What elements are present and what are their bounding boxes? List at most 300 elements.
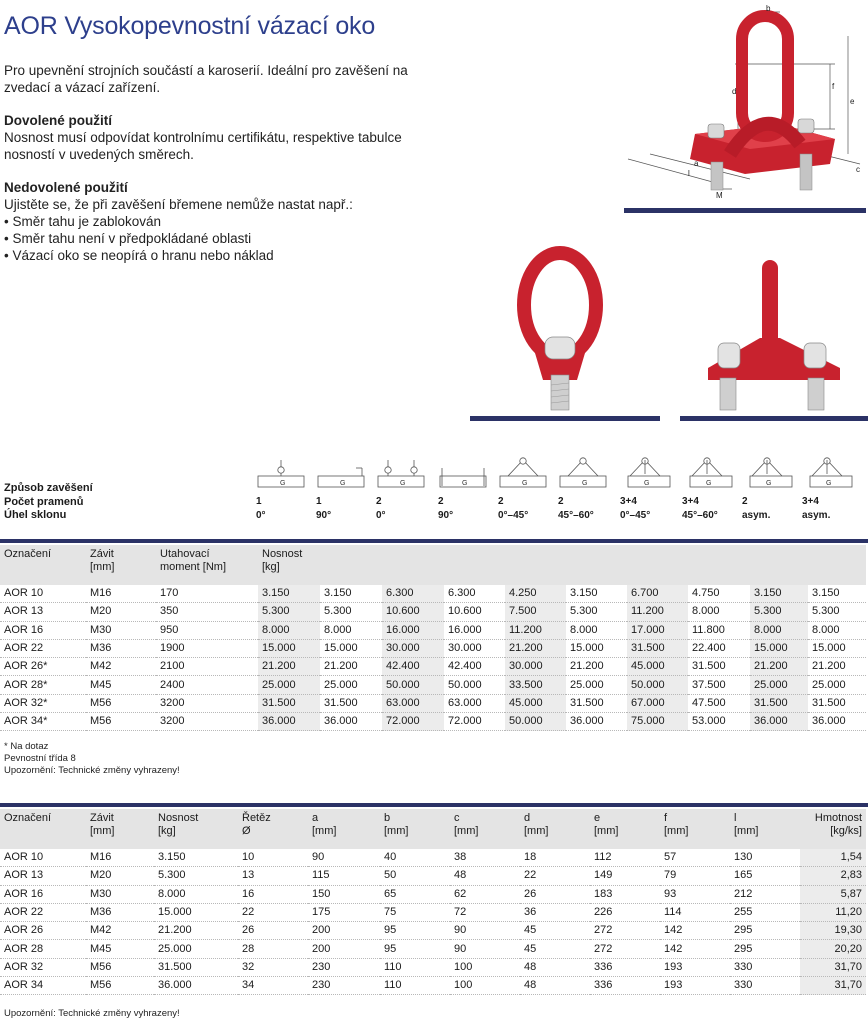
col-header: Nosnost [kg] xyxy=(158,812,199,837)
table-cell: 6.700 xyxy=(627,585,688,603)
angle-value: 45°–60° xyxy=(682,509,718,521)
strand-count: 3+4 xyxy=(620,496,637,507)
dimension-label-b: b xyxy=(766,4,771,13)
product-photo-front xyxy=(505,245,615,415)
table-cell: 11,20 xyxy=(800,903,866,921)
table-cell: 48 xyxy=(520,958,590,976)
table-cell: 31.500 xyxy=(154,958,238,976)
table-cell: 15.000 xyxy=(566,639,627,657)
svg-text:G: G xyxy=(522,480,528,487)
table-cell: 230 xyxy=(308,958,380,976)
table-cell: 31.500 xyxy=(566,694,627,712)
table-cell: AOR 32* xyxy=(0,694,86,712)
load-mode-column xyxy=(620,456,680,522)
table-row xyxy=(0,694,866,712)
table-header-row xyxy=(0,809,866,849)
table-cell: 75.000 xyxy=(627,713,688,731)
table-cell: 15.000 xyxy=(258,639,320,657)
dimension-label-a: a xyxy=(694,159,699,168)
angle-value: 45°–60° xyxy=(558,509,594,521)
svg-text:G: G xyxy=(826,480,832,487)
table-cell: 272 xyxy=(590,940,660,958)
table-cell: 31,70 xyxy=(800,977,866,995)
table-cell: 65 xyxy=(380,885,450,903)
table-cell: 21.200 xyxy=(750,658,808,676)
dimension-label-e: e xyxy=(850,97,855,106)
strand-count: 1 xyxy=(256,496,262,507)
table-cell: 25.000 xyxy=(808,676,866,694)
table-cell: 36.000 xyxy=(808,713,866,731)
strand-count-label: Počet pramenů xyxy=(4,495,84,508)
table-cell: 255 xyxy=(730,903,800,921)
table-cell: M16 xyxy=(86,849,154,867)
strand-count: 2 xyxy=(558,496,564,507)
load-mode-row-labels xyxy=(4,482,93,523)
table-cell: 100 xyxy=(450,977,520,995)
table-row xyxy=(0,977,866,995)
table-cell: 114 xyxy=(660,903,730,921)
table-cell: M56 xyxy=(86,977,154,995)
table-cell: 25.000 xyxy=(258,676,320,694)
table-cell: 8.000 xyxy=(750,621,808,639)
table-cell: AOR 13 xyxy=(0,867,86,885)
table-cell: M45 xyxy=(86,676,156,694)
table-cell: 47.500 xyxy=(688,694,750,712)
table-cell: M56 xyxy=(86,713,156,731)
table-cell: AOR 34* xyxy=(0,713,86,731)
table-cell: 15.000 xyxy=(320,639,382,657)
svg-text:G: G xyxy=(582,480,588,487)
page-title: AOR Vysokopevnostní vázací oko xyxy=(4,12,376,40)
strand-count: 3+4 xyxy=(802,496,819,507)
table-cell: 3.150 xyxy=(566,585,627,603)
table-cell: 2,83 xyxy=(800,867,866,885)
col-header: f [mm] xyxy=(664,812,689,837)
load-mode-diagram xyxy=(376,456,434,492)
table-cell: 6.300 xyxy=(382,585,444,603)
table-cell: 45 xyxy=(520,922,590,940)
divider-bar xyxy=(680,416,868,421)
table-cell: 42.400 xyxy=(382,658,444,676)
table-cell: 31.500 xyxy=(258,694,320,712)
table-cell: 230 xyxy=(308,977,380,995)
table-cell: 22 xyxy=(520,867,590,885)
table-row xyxy=(0,922,866,940)
table-cell: 4.750 xyxy=(688,585,750,603)
load-mode-column xyxy=(256,456,316,522)
allowed-use-heading: Dovolené použití xyxy=(4,113,112,128)
table-cell: 36.000 xyxy=(154,977,238,995)
table-cell: 45.000 xyxy=(505,694,566,712)
table-cell: 3.150 xyxy=(750,585,808,603)
table-cell: 150 xyxy=(308,885,380,903)
table-row xyxy=(0,639,866,657)
load-mode-values xyxy=(802,495,862,522)
table-cell: 19,30 xyxy=(800,922,866,940)
table2-notes xyxy=(4,1008,180,1020)
table-cell: 5,87 xyxy=(800,885,866,903)
table-cell: 17.000 xyxy=(627,621,688,639)
dimensions-table xyxy=(0,809,866,995)
table-cell: 10.600 xyxy=(382,603,444,621)
table-cell: 5.300 xyxy=(566,603,627,621)
col-header: Označení xyxy=(4,812,52,824)
table-cell: 8.000 xyxy=(566,621,627,639)
col-header-capacity: Nosnost [kg] xyxy=(262,548,303,573)
table-cell: 142 xyxy=(660,940,730,958)
table-cell: 72 xyxy=(450,903,520,921)
angle-value: 90° xyxy=(316,509,332,521)
table-cell: 15.000 xyxy=(808,639,866,657)
table-row xyxy=(0,713,866,731)
table-cell: 36.000 xyxy=(566,713,627,731)
table-cell: 1,54 xyxy=(800,849,866,867)
table-cell: 31,70 xyxy=(800,958,866,976)
load-mode-values xyxy=(558,495,618,522)
table-row xyxy=(0,885,866,903)
load-mode-label: Způsob zavěšení xyxy=(4,482,93,494)
table-cell: 32 xyxy=(238,958,308,976)
allowed-use-text: Nosnost musí odpovídat kontrolnímu certifikátu, respektive tabulce nosností v uvedených směrech. xyxy=(4,130,402,162)
table-cell: 5.300 xyxy=(258,603,320,621)
table-cell: 212 xyxy=(730,885,800,903)
load-mode-values xyxy=(376,495,436,522)
load-mode-diagram xyxy=(438,456,496,492)
table-cell: 193 xyxy=(660,977,730,995)
divider-bar xyxy=(624,208,866,213)
table-cell: AOR 28 xyxy=(0,940,86,958)
angle-value: 0° xyxy=(256,509,266,521)
table-cell: 53.000 xyxy=(688,713,750,731)
table-cell: 115 xyxy=(308,867,380,885)
table-cell: 3.150 xyxy=(154,849,238,867)
load-mode-column xyxy=(498,456,558,522)
table-cell: 11.800 xyxy=(688,621,750,639)
table-cell: 93 xyxy=(660,885,730,903)
table-cell: 31.500 xyxy=(627,639,688,657)
table-cell: 79 xyxy=(660,867,730,885)
table-cell: 62 xyxy=(450,885,520,903)
table-cell: 330 xyxy=(730,958,800,976)
list-item: • Směr tahu je zablokován xyxy=(4,213,424,230)
table-cell: AOR 34 xyxy=(0,977,86,995)
table-cell: AOR 16 xyxy=(0,621,86,639)
table-cell: 8.000 xyxy=(320,621,382,639)
table-cell: 21.200 xyxy=(808,658,866,676)
table-cell: 110 xyxy=(380,958,450,976)
svg-text:G: G xyxy=(706,480,712,487)
table-row xyxy=(0,849,866,867)
table-cell: 8.000 xyxy=(154,885,238,903)
table-cell: 175 xyxy=(308,903,380,921)
table-cell: 295 xyxy=(730,940,800,958)
table-cell: 21.200 xyxy=(154,922,238,940)
table-cell: 2400 xyxy=(156,676,258,694)
table-cell: 72.000 xyxy=(382,713,444,731)
load-mode-column xyxy=(802,456,862,522)
table-cell: 4.250 xyxy=(505,585,566,603)
table-cell: 193 xyxy=(660,958,730,976)
dimension-label-d: d xyxy=(732,87,737,96)
table-cell: 50.000 xyxy=(444,676,505,694)
load-mode-values xyxy=(256,495,316,522)
table-cell: 50 xyxy=(380,867,450,885)
forbidden-use-text: Ujistěte se, že při zavěšení břemene nemůže nastat např.: xyxy=(4,197,353,212)
table-cell: 36 xyxy=(520,903,590,921)
table-cell: 5.300 xyxy=(154,867,238,885)
table-cell: 57 xyxy=(660,849,730,867)
table-cell: 272 xyxy=(590,922,660,940)
load-mode-values xyxy=(438,495,498,522)
table-cell: AOR 32 xyxy=(0,958,86,976)
angle-value: asym. xyxy=(802,509,831,521)
strand-count: 3+4 xyxy=(682,496,699,507)
col-header: Hmotnost [kg/ks] xyxy=(814,812,862,837)
table-cell: 3200 xyxy=(156,694,258,712)
strand-count: 2 xyxy=(498,496,504,507)
table-row xyxy=(0,603,866,621)
load-mode-values xyxy=(498,495,558,522)
table-cell: 950 xyxy=(156,621,258,639)
table-cell: 5.300 xyxy=(808,603,866,621)
table-cell: 45 xyxy=(520,940,590,958)
table-cell: 63.000 xyxy=(382,694,444,712)
col-header: b [mm] xyxy=(384,812,409,837)
table-cell: 200 xyxy=(308,940,380,958)
table-cell: 5.300 xyxy=(750,603,808,621)
table-cell: 8.000 xyxy=(688,603,750,621)
table-cell: 16 xyxy=(238,885,308,903)
table-cell: 165 xyxy=(730,867,800,885)
load-mode-diagram xyxy=(498,456,556,492)
note: Upozornění: Technické změny vyhrazeny! xyxy=(4,765,180,776)
product-description: Pro upevnění strojních součástí a karoserií. Ideální pro zavěšení na zvedací a vázací zařízení. xyxy=(4,63,408,95)
table-cell: 112 xyxy=(590,849,660,867)
table-cell: 11.200 xyxy=(627,603,688,621)
table-cell: 22.400 xyxy=(688,639,750,657)
table-cell: 149 xyxy=(590,867,660,885)
load-mode-column xyxy=(558,456,618,522)
table-cell: AOR 26* xyxy=(0,658,86,676)
table-cell: AOR 22 xyxy=(0,903,86,921)
table-cell: 226 xyxy=(590,903,660,921)
dimension-label-f: f xyxy=(832,82,835,91)
angle-value: 0°–45° xyxy=(498,509,529,521)
load-mode-column xyxy=(438,456,498,522)
table-cell: 36.000 xyxy=(258,713,320,731)
angle-value: 0° xyxy=(376,509,386,521)
note: * Na dotaz xyxy=(4,741,49,752)
table-cell: 330 xyxy=(730,977,800,995)
table-cell: M30 xyxy=(86,621,156,639)
table-cell: 50.000 xyxy=(505,713,566,731)
load-mode-diagram xyxy=(256,456,314,492)
table-cell: 31.500 xyxy=(750,694,808,712)
table-cell: 31.500 xyxy=(808,694,866,712)
note: Pevnostní třída 8 xyxy=(4,753,76,764)
table-cell: 15.000 xyxy=(154,903,238,921)
table-cell: 21.200 xyxy=(320,658,382,676)
table-row xyxy=(0,676,866,694)
col-header-designation: Označení xyxy=(4,548,52,560)
table-cell: 3.150 xyxy=(258,585,320,603)
table-cell: M56 xyxy=(86,694,156,712)
table-cell: 26 xyxy=(520,885,590,903)
table-cell: 28 xyxy=(238,940,308,958)
table-cell: 30.000 xyxy=(382,639,444,657)
table-cell: 6.300 xyxy=(444,585,505,603)
dimension-label-l: l xyxy=(688,169,690,178)
table-cell: 8.000 xyxy=(258,621,320,639)
angle-label: Úhel sklonu xyxy=(4,509,67,521)
table-row xyxy=(0,867,866,885)
svg-text:G: G xyxy=(280,480,286,487)
table-cell: 34 xyxy=(238,977,308,995)
table-cell: 37.500 xyxy=(688,676,750,694)
table-cell: 38 xyxy=(450,849,520,867)
table-cell: 21.200 xyxy=(505,639,566,657)
table-cell: 67.000 xyxy=(627,694,688,712)
load-mode-column xyxy=(376,456,436,522)
table-cell: 295 xyxy=(730,922,800,940)
table-cell: 26 xyxy=(238,922,308,940)
table-cell: 16.000 xyxy=(382,621,444,639)
load-modes-header xyxy=(0,456,868,536)
table-cell: 3.150 xyxy=(808,585,866,603)
dimension-label-c: c xyxy=(856,165,860,174)
forbidden-use-heading: Nedovolené použití xyxy=(4,180,128,195)
table-cell: 45.000 xyxy=(627,658,688,676)
table-cell: AOR 16 xyxy=(0,885,86,903)
divider-bar xyxy=(0,803,868,807)
table-cell: 200 xyxy=(308,922,380,940)
strand-count: 2 xyxy=(438,496,444,507)
table-cell: 42.400 xyxy=(444,658,505,676)
table-cell: 90 xyxy=(308,849,380,867)
table-cell: 336 xyxy=(590,977,660,995)
table-cell: 36.000 xyxy=(320,713,382,731)
table-cell: M56 xyxy=(86,958,154,976)
load-mode-diagram xyxy=(682,456,740,492)
col-header: Závit [mm] xyxy=(90,812,115,837)
table-cell: 63.000 xyxy=(444,694,505,712)
svg-text:G: G xyxy=(462,480,468,487)
table-cell: 90 xyxy=(450,922,520,940)
svg-text:G: G xyxy=(644,480,650,487)
table-cell: 95 xyxy=(380,940,450,958)
table-cell: 95 xyxy=(380,922,450,940)
table-cell: 13 xyxy=(238,867,308,885)
table-cell: AOR 10 xyxy=(0,585,86,603)
load-mode-column xyxy=(742,456,802,522)
table-cell: M36 xyxy=(86,903,154,921)
table1-notes xyxy=(4,741,180,777)
table-cell: M42 xyxy=(86,658,156,676)
load-mode-diagram xyxy=(742,456,800,492)
table-cell: 7.500 xyxy=(505,603,566,621)
table-cell: 3.150 xyxy=(320,585,382,603)
table-cell: 3200 xyxy=(156,713,258,731)
load-mode-values xyxy=(682,495,742,522)
table-cell: 100 xyxy=(450,958,520,976)
table-row xyxy=(0,621,866,639)
col-header-torque: Utahovací moment [Nm] xyxy=(160,548,227,573)
table-cell: M20 xyxy=(86,603,156,621)
table-cell: 40 xyxy=(380,849,450,867)
table-cell: M30 xyxy=(86,885,154,903)
load-mode-values xyxy=(742,495,802,522)
table-cell: AOR 10 xyxy=(0,849,86,867)
table-cell: 31.500 xyxy=(688,658,750,676)
strand-count: 2 xyxy=(376,496,382,507)
table-cell: 48 xyxy=(520,977,590,995)
table-cell: 15.000 xyxy=(750,639,808,657)
table-cell: 20,20 xyxy=(800,940,866,958)
load-mode-diagram xyxy=(620,456,678,492)
table-cell: 30.000 xyxy=(505,658,566,676)
table-cell: 90 xyxy=(450,940,520,958)
load-mode-values xyxy=(316,495,376,522)
table-cell: 350 xyxy=(156,603,258,621)
table-cell: AOR 13 xyxy=(0,603,86,621)
table-cell: 10 xyxy=(238,849,308,867)
col-header-thread: Závit [mm] xyxy=(90,548,115,573)
dimension-label-m: M xyxy=(716,191,723,200)
load-mode-values xyxy=(620,495,680,522)
list-item: • Směr tahu není v předpokládané oblasti xyxy=(4,230,424,247)
angle-value: 90° xyxy=(438,509,454,521)
table-cell: 170 xyxy=(156,585,258,603)
angle-value: 0°–45° xyxy=(620,509,651,521)
col-header: a [mm] xyxy=(312,812,337,837)
table-row xyxy=(0,958,866,976)
table-cell: 5.300 xyxy=(320,603,382,621)
load-mode-column xyxy=(682,456,742,522)
table-cell: 21.200 xyxy=(566,658,627,676)
strand-count: 1 xyxy=(316,496,322,507)
angle-value: asym. xyxy=(742,509,771,521)
col-header: l [mm] xyxy=(734,812,759,837)
table-row xyxy=(0,585,866,603)
strand-count: 2 xyxy=(742,496,748,507)
table-cell: 50.000 xyxy=(627,676,688,694)
table-cell: 50.000 xyxy=(382,676,444,694)
table-cell: 25.000 xyxy=(750,676,808,694)
table-cell: 72.000 xyxy=(444,713,505,731)
load-mode-diagram xyxy=(802,456,860,492)
load-mode-diagram xyxy=(558,456,616,492)
table-cell: 25.000 xyxy=(566,676,627,694)
svg-text:G: G xyxy=(400,480,406,487)
table-cell: 336 xyxy=(590,958,660,976)
table-cell: 10.600 xyxy=(444,603,505,621)
table-cell: 16.000 xyxy=(444,621,505,639)
col-header: c [mm] xyxy=(454,812,479,837)
col-header: d [mm] xyxy=(524,812,549,837)
table-cell: 2100 xyxy=(156,658,258,676)
divider-bar xyxy=(470,416,660,421)
table-cell: AOR 28* xyxy=(0,676,86,694)
product-photo-side xyxy=(700,258,850,413)
table-cell: 110 xyxy=(380,977,450,995)
list-item: • Vázací oko se neopírá o hranu nebo náklad xyxy=(4,247,424,264)
table-cell: 183 xyxy=(590,885,660,903)
table-cell: 8.000 xyxy=(808,621,866,639)
svg-text:G: G xyxy=(340,480,346,487)
table-cell: 25.000 xyxy=(154,940,238,958)
table-cell: 130 xyxy=(730,849,800,867)
table-cell: AOR 26 xyxy=(0,922,86,940)
